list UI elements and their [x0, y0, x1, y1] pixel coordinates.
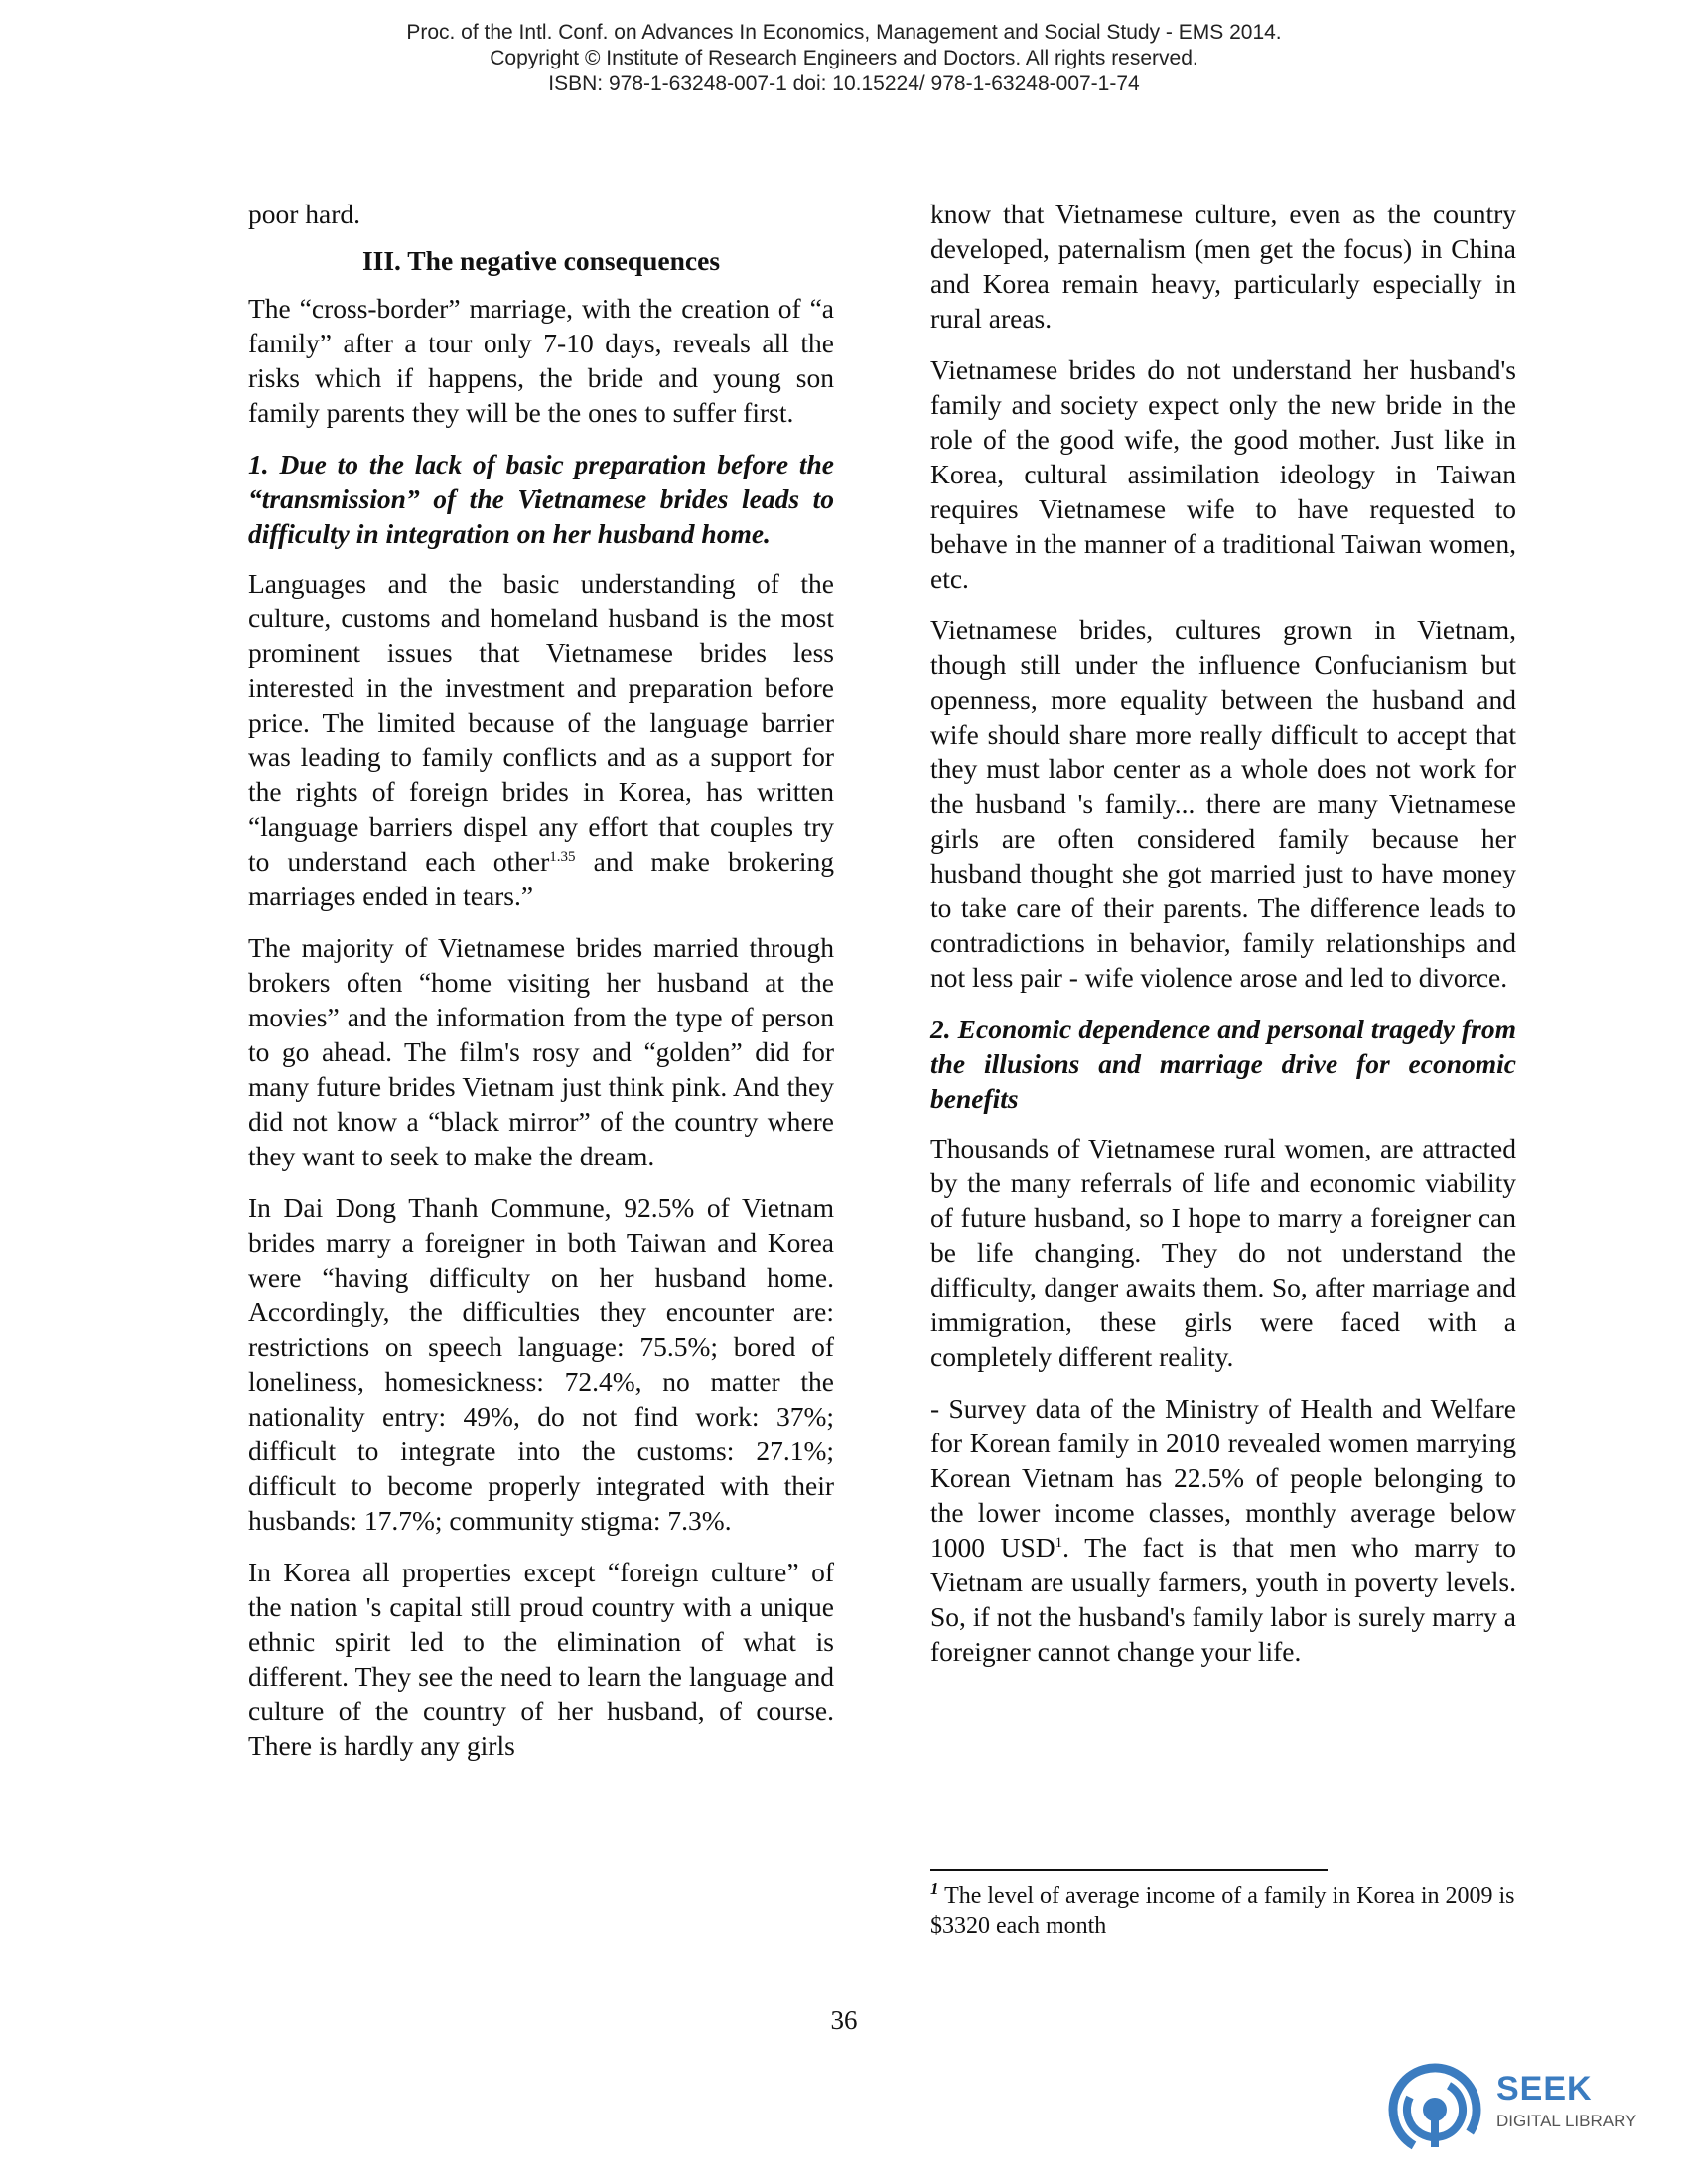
page-number: 36 [830, 2005, 858, 2035]
paragraph-text: . The fact is that men who marry to Vietnam are usually farmers, youth in poverty levels. So, if not the husband's family labor is surely marry a foreigner cannot change your life. [930, 1532, 1517, 1667]
paragraph-survey-data [930, 1391, 1516, 1669]
logo-name: SEEK [1496, 2070, 1593, 2108]
footnote-text: The level of average income of a family in Korea in 2009 is $3320 each month [930, 1883, 1515, 1939]
logo-subtitle: DIGITAL LIBRARY [1496, 2112, 1637, 2130]
subheading-economic-dependence: 2. Economic dependence and personal tragedy from the illusions and marriage drive for economic benefits [930, 1014, 1516, 1114]
paragraph-language-barrier [248, 566, 834, 913]
paragraph-cross-border: The “cross-border” marriage, with the creation of “a family” after a tour only 7-10 days, reveals all the risks which if happens, the bride and young son family parents they will be the ones to suffer first. [248, 293, 834, 428]
paragraph-text: and make brokering marriages ended in tears.” [248, 846, 834, 911]
paragraph-text: Languages and the basic understanding of the culture, customs and homeland husband is the most prominent issues that Vietnamese brides less interested in the investment and preparation before price. The limited because of the language barrier was leading to family conflicts and as a support for the rights of foreign brides in Korea, has written “language barriers dispel any effort that couples try to understand each other [248, 568, 834, 877]
left-column [248, 197, 834, 1780]
footnote-mark: 1 [930, 1879, 939, 1898]
paragraph-continuation: poor hard. [248, 199, 361, 229]
header-copyright-line: Copyright © Institute of Research Engineers and Doctors. All rights reserved. [490, 47, 1198, 69]
header-isbn-line: ISBN: 978-1-63248-007-1 doi: 10.15224/ 978-1-63248-007-1-74 [548, 72, 1140, 95]
citation-superscript: 1.35 [549, 848, 576, 865]
paragraph-expectations: Vietnamese brides do not understand her husband's family and society expect only the new bride in the role of the good wife, the good mother. Just like in Korea, cultural assimilation ideology in Taiwan requires Vietnamese wife to have requested to behave in the manner of a traditional Taiwan women, etc. [930, 354, 1516, 594]
right-column [930, 197, 1516, 1686]
paragraph-dai-dong-thanh: In Dai Dong Thanh Commune, 92.5% of Vietnam brides marry a foreigner in both Taiwan and Korea were “having difficulty on her husband home. Accordingly, the difficulties they encounter are: restrictions on speech language: 75.5%; bored of loneliness, homesickness: 72.4%, no matter the nationality entry: 49%, do not find work: 37%; difficult to integrate into the customs: 27.1%; difficult to become properly integrated with their husbands: 17.7%; community stigma: 7.3%. [248, 1192, 834, 1536]
seek-digital-library-logo [1385, 2060, 1663, 2159]
footnote [930, 1881, 1516, 1941]
paragraph-brokers: The majority of Vietnamese brides married through brokers often “home visiting her husband at the movies” and the information from the type of person to go ahead. The film's rosy and “golden” did for many future brides Vietnam just think pink. And they did not know a “black mirror” of the country where they want to seek to make the dream. [248, 932, 834, 1171]
header-proceedings-line: Proc. of the Intl. Conf. on Advances In Economics, Management and Social Study - EMS 2014. [406, 21, 1282, 44]
paragraph-korea-culture: In Korea all properties except “foreign culture” of the nation 's capital still proud country with a unique ethnic spirit led to the elimination of what is different. They see the need to learn the language and culture of the country of her husband, of course. There is hardly any girls [248, 1557, 834, 1761]
conference-header [0, 20, 1688, 97]
paragraph-paternalism: know that Vietnamese culture, even as the country developed, paternalism (men get the focus) in China and Korea remain heavy, particularly especially in rural areas. [930, 199, 1516, 334]
seek-logo-icon [1385, 2060, 1484, 2159]
footnote-reference: 1 [1055, 1534, 1063, 1551]
paragraph-rural-women: Thousands of Vietnamese rural women, are attracted by the many referrals of life and economic viability of future husband, so I hope to marry a foreigner can be life changing. They do not understand the difficulty, danger awaits them. So, after marriage and immigration, these girls were faced with a completely different reality. [930, 1133, 1516, 1372]
footnote-divider [930, 1869, 1328, 1871]
subheading-lack-of-preparation: 1. Due to the lack of basic preparation before the “transmission” of the Vietnamese brides leads to difficulty in integration on her husband home. [248, 449, 834, 549]
paragraph-text: - Survey data of the Ministry of Health and Welfare for Korean family in 2010 revealed women marrying Korean Vietnam has 22.5% of people belonging to the lower income classes, monthly average below 1000 USD [930, 1393, 1516, 1563]
paragraph-confucianism: Vietnamese brides, cultures grown in Vietnam, though still under the influence Confucianism but openness, more equality between the husband and wife should share more really difficult to accept that they must labor center as a whole does not work for the husband 's family... there are many Vietnamese girls are often considered family because her husband thought she got married just to have money to take care of their parents. The difference leads to contradictions in behavior, family relationships and not less pair - wife violence arose and led to divorce. [930, 614, 1516, 993]
section-heading: III. The negative consequences [361, 245, 721, 276]
